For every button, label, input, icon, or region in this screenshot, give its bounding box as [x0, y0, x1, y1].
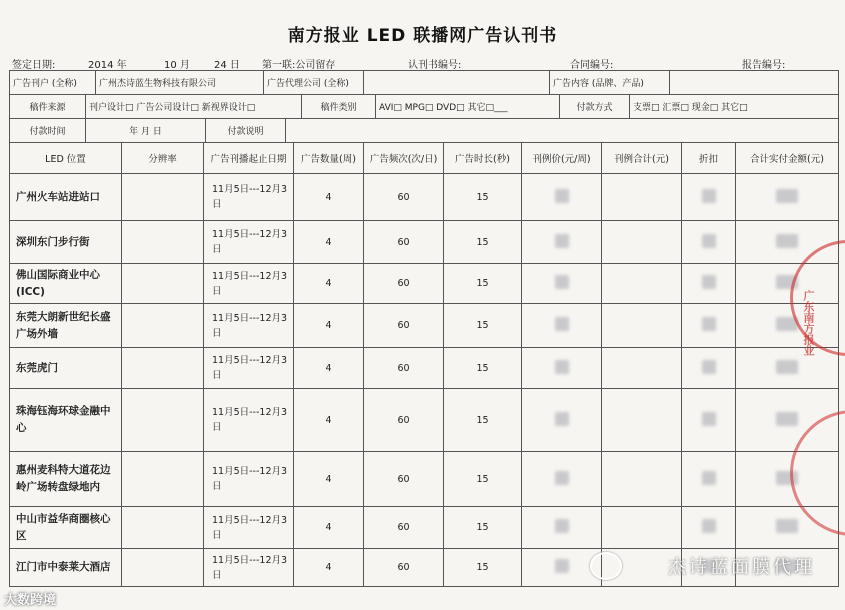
resolution-cell — [122, 174, 204, 221]
rate-price-redacted — [522, 304, 602, 348]
ad-frequency: 60 — [364, 452, 444, 507]
ad-frequency: 60 — [364, 221, 444, 264]
ad-frequency: 60 — [364, 174, 444, 221]
ad-quantity: 4 — [294, 452, 364, 507]
led-location: 江门市中泰莱大酒店 — [10, 549, 122, 587]
broadcast-period: 11月5日---12月3日 — [204, 348, 294, 389]
redacted-value — [555, 317, 569, 331]
rate-total-cell — [602, 507, 682, 549]
broadcast-period: 11月5日---12月3日 — [204, 174, 294, 221]
redacted-value — [555, 360, 569, 374]
discount-redacted — [682, 348, 736, 389]
redacted-value — [702, 471, 716, 485]
led-location: 东莞大朗新世纪长盛广场外墙 — [10, 304, 122, 348]
redacted-value — [555, 275, 569, 289]
redacted-value — [702, 275, 716, 289]
redacted-value — [555, 189, 569, 203]
broadcast-period: 11月5日---12月3日 — [204, 221, 294, 264]
content-label: 广告内容 (品牌、产品) — [550, 71, 670, 95]
payment-note-label: 付款说明 — [206, 119, 286, 143]
redacted-value — [776, 519, 798, 533]
redacted-value — [555, 412, 569, 426]
ad-duration: 15 — [444, 348, 522, 389]
agency-value — [364, 71, 550, 95]
table-row — [10, 389, 839, 452]
table-row — [10, 174, 839, 221]
table-row — [10, 452, 839, 507]
broadcast-period: 11月5日---12月3日 — [204, 304, 294, 348]
sign-day: 24 日 — [214, 60, 240, 71]
column-header: 广告刊播起止日期 — [204, 143, 294, 174]
ad-quantity: 4 — [294, 507, 364, 549]
ad-duration: 15 — [444, 389, 522, 452]
ad-quantity: 4 — [294, 174, 364, 221]
sign-month: 10 月 — [164, 60, 190, 71]
type-options: AVI□ MPG□ DVD□ 其它□___ — [376, 95, 560, 119]
rate-total-cell — [602, 221, 682, 264]
ad-quantity: 4 — [294, 348, 364, 389]
info-table — [9, 70, 839, 95]
rate-price-redacted — [522, 174, 602, 221]
discount-redacted — [682, 304, 736, 348]
ad-duration: 15 — [444, 264, 522, 304]
resolution-cell — [122, 507, 204, 549]
redacted-value — [555, 519, 569, 533]
ad-frequency: 60 — [364, 389, 444, 452]
watermark-text: 杰诗蓝面膜代理 — [668, 557, 815, 578]
rate-price-redacted — [522, 452, 602, 507]
advertiser-value: 广州杰诗蓝生物科技有限公司 — [96, 71, 264, 95]
rate-total-cell — [602, 389, 682, 452]
table-row — [10, 221, 839, 264]
broadcast-period: 11月5日---12月3日 — [204, 389, 294, 452]
redacted-value — [776, 412, 798, 426]
redacted-value — [702, 360, 716, 374]
led-location: 深圳东门步行街 — [10, 221, 122, 264]
led-location: 珠海钰海环球金融中心 — [10, 389, 122, 452]
column-header: 刊例价(元/周) — [522, 143, 602, 174]
ad-duration: 15 — [444, 221, 522, 264]
column-header: 折扣 — [682, 143, 736, 174]
advertiser-label: 广告刊户 (全称) — [10, 71, 96, 95]
redacted-value — [555, 471, 569, 485]
broadcast-period: 11月5日---12月3日 — [204, 452, 294, 507]
ad-duration: 15 — [444, 304, 522, 348]
column-header: 合计实付金额(元) — [736, 143, 839, 174]
sign-year: 2014 年 — [88, 60, 127, 71]
table-row — [10, 304, 839, 348]
discount-redacted — [682, 221, 736, 264]
resolution-cell — [122, 221, 204, 264]
book-number-label: 认刊书编号: — [408, 60, 462, 71]
payment-method-label: 付款方式 — [560, 95, 630, 119]
payment-method-options: 支票□ 汇票□ 现金□ 其它□ — [630, 95, 839, 119]
sign-date-label: 签定日期: — [12, 60, 56, 71]
rate-total-cell — [602, 304, 682, 348]
redacted-value — [555, 234, 569, 248]
placement-table — [9, 142, 839, 587]
ad-duration: 15 — [444, 452, 522, 507]
document-title: 南方报业 LED 联播网广告认刊书 — [287, 26, 558, 46]
broadcast-period: 11月5日---12月3日 — [204, 549, 294, 587]
source-label: 稿件来源 — [10, 95, 86, 119]
redacted-value — [702, 412, 716, 426]
redacted-value — [702, 234, 716, 248]
type-label: 稿件类别 — [302, 95, 376, 119]
watermark-logo-text: 大数跨境 — [4, 593, 57, 608]
rate-price-redacted — [522, 264, 602, 304]
agency-label: 广告代理公司 (全称) — [264, 71, 364, 95]
source-options: 刊户设计□ 广告公司设计□ 新视界设计□ — [86, 95, 302, 119]
payment-time-value: 年 月 日 — [86, 119, 206, 143]
ad-frequency: 60 — [364, 507, 444, 549]
column-header: 刊例合计(元) — [602, 143, 682, 174]
resolution-cell — [122, 348, 204, 389]
resolution-cell — [122, 264, 204, 304]
wechat-icon — [590, 552, 622, 580]
discount-redacted — [682, 452, 736, 507]
actual-total-redacted — [736, 348, 839, 389]
ad-quantity: 4 — [294, 304, 364, 348]
column-header: 广告数量(周) — [294, 143, 364, 174]
table-row — [10, 507, 839, 549]
ad-frequency: 60 — [364, 348, 444, 389]
resolution-cell — [122, 304, 204, 348]
column-header: 广告时长(秒) — [444, 143, 522, 174]
rate-price-redacted — [522, 507, 602, 549]
led-location: 惠州麦科特大道花边岭广场转盘绿地内 — [10, 452, 122, 507]
copy-label: 第一联:公司留存 — [262, 60, 336, 71]
ad-duration: 15 — [444, 549, 522, 587]
broadcast-period: 11月5日---12月3日 — [204, 264, 294, 304]
payment-note-value — [286, 119, 839, 143]
led-location: 广州火车站进站口 — [10, 174, 122, 221]
redacted-value — [702, 519, 716, 533]
actual-total-redacted — [736, 174, 839, 221]
ad-frequency: 60 — [364, 304, 444, 348]
led-location: 东莞虎门 — [10, 348, 122, 389]
ad-quantity: 4 — [294, 389, 364, 452]
rate-total-cell — [602, 348, 682, 389]
rate-price-redacted — [522, 389, 602, 452]
report-number-label: 报告编号: — [742, 60, 786, 71]
ad-quantity: 4 — [294, 549, 364, 587]
redacted-value — [776, 360, 798, 374]
redacted-value — [702, 317, 716, 331]
column-header: 广告频次(次/日) — [364, 143, 444, 174]
resolution-cell — [122, 549, 204, 587]
payment-time-label: 付款时间 — [10, 119, 86, 143]
led-location: 佛山国际商业中心(ICC) — [10, 264, 122, 304]
rate-total-cell — [602, 452, 682, 507]
resolution-cell — [122, 452, 204, 507]
seal-lettering: 广东南方报业 — [802, 290, 815, 356]
source-table — [9, 94, 839, 119]
rate-total-cell — [602, 174, 682, 221]
resolution-cell — [122, 389, 204, 452]
discount-redacted — [682, 174, 736, 221]
redacted-value — [702, 189, 716, 203]
led-location: 中山市益华商圈核心区 — [10, 507, 122, 549]
table-row — [10, 264, 839, 304]
table-row — [10, 348, 839, 389]
redacted-value — [776, 234, 798, 248]
column-header: 分辨率 — [122, 143, 204, 174]
rate-total-cell — [602, 264, 682, 304]
content-value — [670, 71, 839, 95]
ad-duration: 15 — [444, 174, 522, 221]
payment-table — [9, 118, 839, 143]
column-header: LED 位置 — [10, 143, 122, 174]
discount-redacted — [682, 264, 736, 304]
discount-redacted — [682, 507, 736, 549]
redacted-value — [555, 559, 569, 573]
rate-price-redacted — [522, 348, 602, 389]
redacted-value — [776, 189, 798, 203]
contract-number-label: 合同编号: — [570, 60, 614, 71]
broadcast-period: 11月5日---12月3日 — [204, 507, 294, 549]
ad-frequency: 60 — [364, 264, 444, 304]
discount-redacted — [682, 389, 736, 452]
ad-frequency: 60 — [364, 549, 444, 587]
ad-quantity: 4 — [294, 221, 364, 264]
rate-price-redacted — [522, 221, 602, 264]
ad-duration: 15 — [444, 507, 522, 549]
ad-quantity: 4 — [294, 264, 364, 304]
